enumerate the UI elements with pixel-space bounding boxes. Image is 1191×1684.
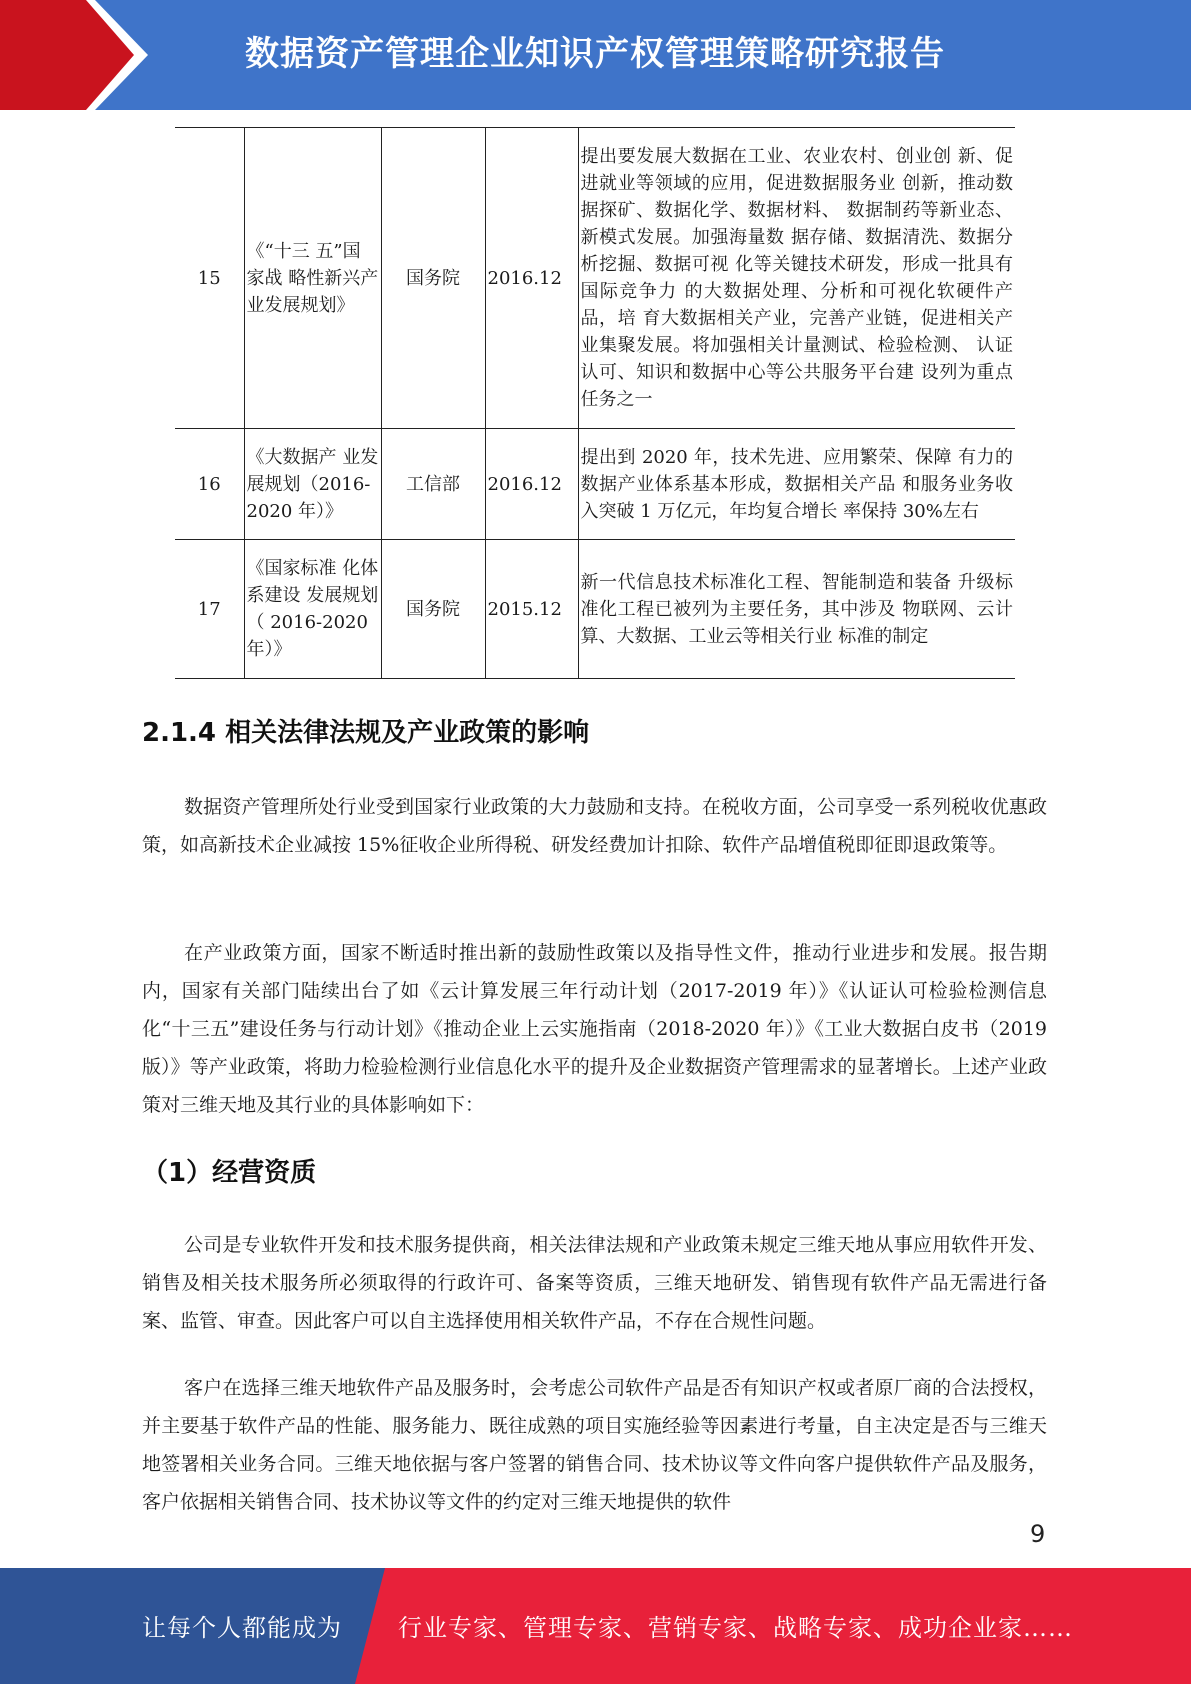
table-row (175, 128, 1015, 429)
table-row (175, 429, 1015, 540)
page-number: 9 (1030, 1520, 1046, 1548)
policy-content: 新一代信息技术标准化工程、智能制造和装备 升级标准化工程已被列为主要任务，其中涉及 物联网、云计算、大数据、工业云等相关行业 标准的制定 (578, 540, 1015, 679)
issue-date: 2015.12 (485, 540, 578, 679)
table-row (175, 540, 1015, 679)
page-footer (0, 1568, 1191, 1684)
paragraph: 公司是专业软件开发和技术服务提供商，相关法律法规和产业政策未规定三维天地从事应用软件开发、销售及相关技术服务所必须取得的行政许可、备案等资质，三维天地研发、销售现有软件产品无需进行备案、监管、审查。因此客户可以自主选择使用相关软件产品，不存在合规性问题。 (142, 1234, 1047, 1332)
footer-slogan-right: 行业专家、管理专家、营销专家、战略专家、成功企业家…… (398, 1614, 1073, 1642)
page-header (0, 0, 1191, 110)
policy-name: 《大数据产 业发展规划（2016-2020 年）》 (244, 429, 381, 540)
paragraph: 在产业政策方面，国家不断适时推出新的鼓励性政策以及指导性文件，推动行业进步和发展。报告期内，国家有关部门陆续出台了如《云计算发展三年行动计划（2017-2019 年）》《认证认可检验检测信息化“十三五”建设任务与行动计划》《推动企业上云实施指南（2018-2020 年）》《工业大数据白皮书（2019 版）》等产业政策，将助力检验检测行业信息化水平的提升及企业数据资产管理需求的显著增长。上述产业政策对三维天地及其行业的具体影响如下： (142, 942, 1047, 1116)
policy-name: 《国家标准 化体系建设 发展规划（ 2016-2020 年）》 (244, 540, 381, 679)
issuing-authority: 国务院 (381, 540, 485, 679)
report-title: 数据资产管理企业知识产权管理策略研究报告 (245, 34, 945, 74)
policy-name: 《“十三 五”国家战 略性新兴产 业发展规划》 (244, 128, 381, 429)
row-number: 16 (175, 429, 244, 540)
row-number: 15 (175, 128, 244, 429)
issue-date: 2016.12 (485, 429, 578, 540)
policy-table (175, 127, 1015, 679)
policy-content: 提出到 2020 年，技术先进、应用繁荣、保障 有力的数据产业体系基本形成，数据相关产品 和服务业务收入突破 1 万亿元，年均复合增长 率保持 30%左右 (578, 429, 1015, 540)
row-number: 17 (175, 540, 244, 679)
issue-date: 2016.12 (485, 128, 578, 429)
paragraph: 数据资产管理所处行业受到国家行业政策的大力鼓励和支持。在税收方面，公司享受一系列税收优惠政策，如高新技术企业减按 15%征收企业所得税、研发经费加计扣除、软件产品增值税即征即退政策等。 (142, 796, 1047, 856)
paragraph: 客户在选择三维天地软件产品及服务时，会考虑公司软件产品是否有知识产权或者原厂商的合法授权，并主要基于软件产品的性能、服务能力、既往成熟的项目实施经验等因素进行考量，自主决定是否与三维天地签署相关业务合同。三维天地依据与客户签署的销售合同、技术协议等文件向客户提供软件产品及服务，客户依据相关销售合同、技术协议等文件的约定对三维天地提供的软件 (142, 1377, 1047, 1513)
policy-content: 提出要发展大数据在工业、农业农村、创业创 新、促进就业等领域的应用，促进数据服务业 创新，推动数据探矿、数据化学、数据材料、 数据制药等新业态、新模式发展。加强海量数 据存储、数据清洗、数据分析挖掘、数据可视 化等关键技术研发，形成一批具有国际竞争力 的大数据处理、分析和可视化软硬件产品，培 育大数据相关产业，完善产业链，促进相关产 业集聚发展。将加强相关计量测试、检验检测、 认证认可、知识和数据中心等公共服务平台建 设列为重点任务之一 (578, 128, 1015, 429)
section-heading: 2.1.4 相关法律法规及产业政策的影响 (142, 718, 590, 748)
sub-heading: （1）经营资质 (142, 1158, 317, 1188)
issuing-authority: 国务院 (381, 128, 485, 429)
issuing-authority: 工信部 (381, 429, 485, 540)
footer-slogan-left: 让每个人都能成为 (142, 1614, 342, 1642)
